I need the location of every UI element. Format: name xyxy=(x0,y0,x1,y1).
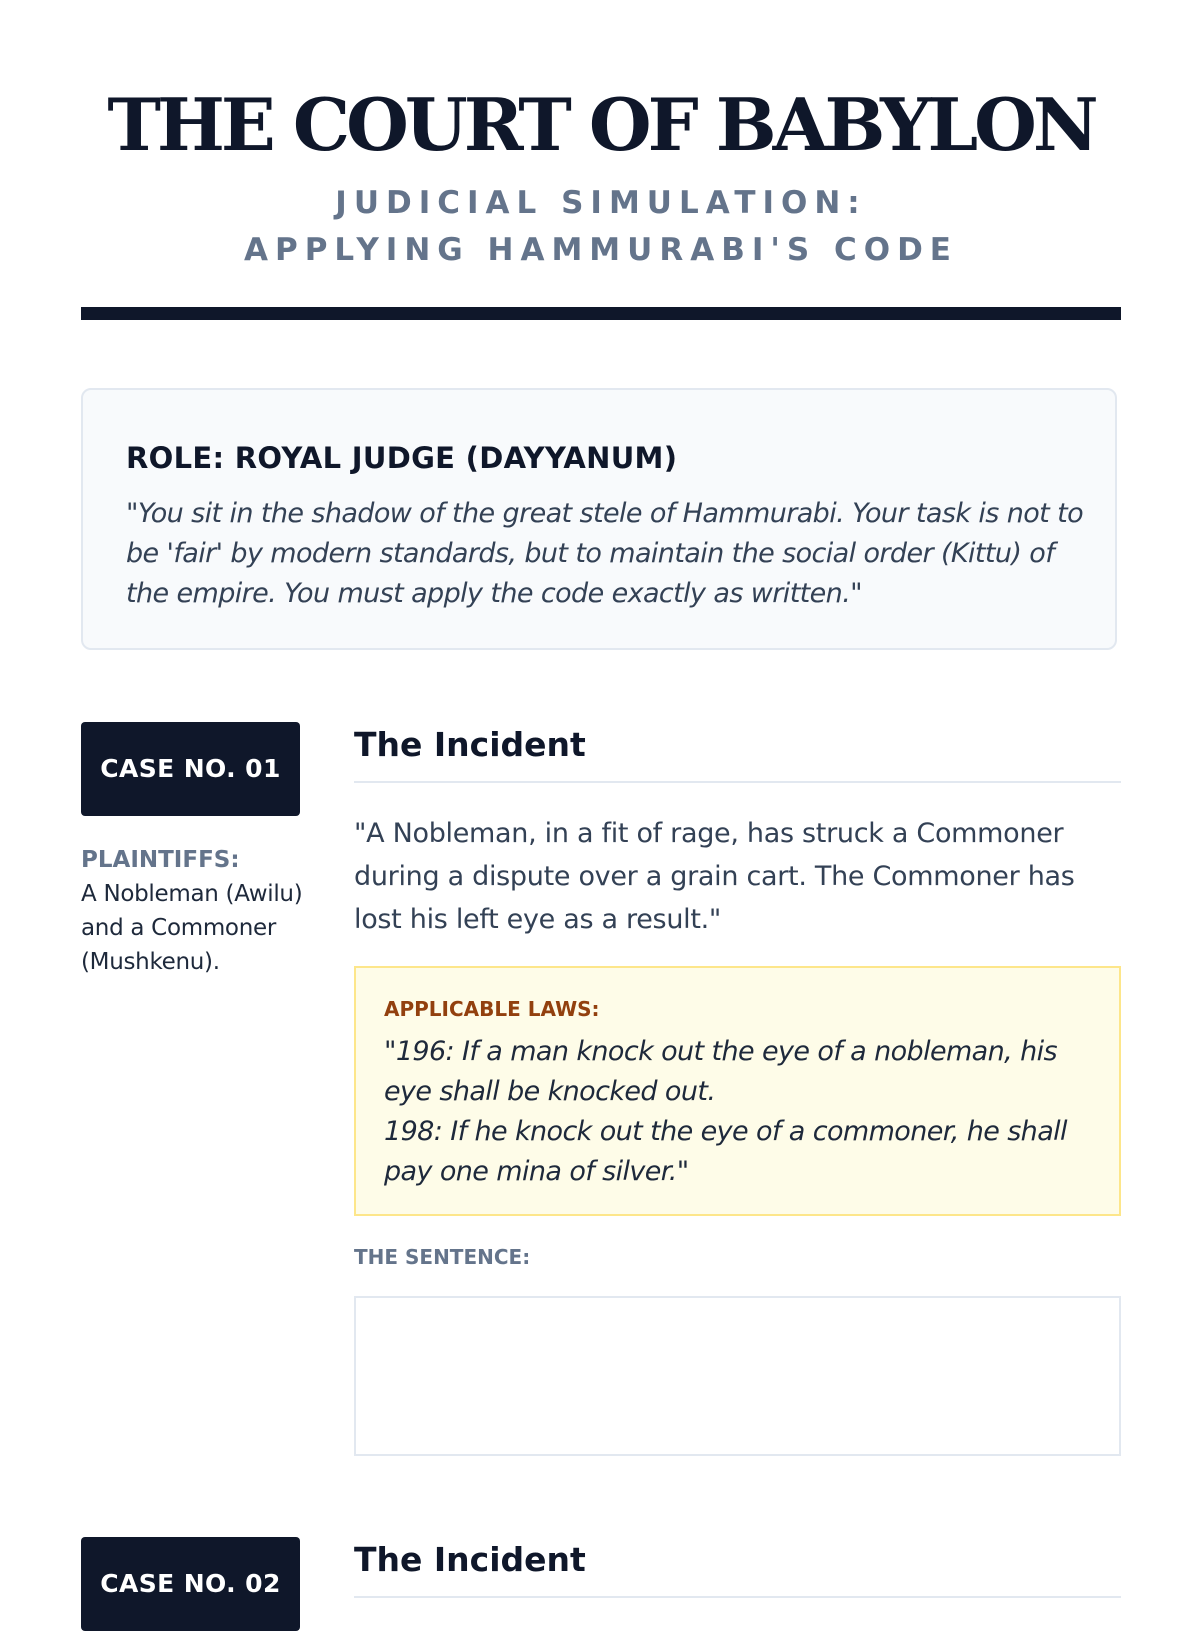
incident-text: "A Nobleman, in a fit of rage, has struck a Commoner during a dispute over a grain cart. The Commoner has lost his left eye as a result." xyxy=(354,818,1075,935)
incident-divider xyxy=(354,781,1121,783)
plaintiffs-label: PLAINTIFFS: xyxy=(81,847,240,873)
incident-title: The Incident xyxy=(354,1540,586,1579)
applicable-laws-box xyxy=(354,966,1121,1216)
plaintiffs-text: A Nobleman (Awilu) and a Commoner (Mushkenu). xyxy=(81,881,303,975)
sentence-input[interactable] xyxy=(354,1296,1121,1456)
case-badge: CASE NO. 01 xyxy=(81,722,300,816)
role-card xyxy=(81,388,1117,650)
page xyxy=(81,0,1121,1598)
role-quote: "You sit in the shadow of the great stele of Hammurabi. Your task is not to be 'fair' by modern standards, but to maintain the social order (Kittu) of the empire. You must apply the code exactly as written." xyxy=(126,498,1083,609)
page-title: THE COURT OF BABYLON xyxy=(107,82,1095,167)
role-title: ROLE: ROYAL JUDGE (DAYYANUM) xyxy=(126,441,678,475)
sentence-label: THE SENTENCE: xyxy=(354,1245,531,1269)
header-divider xyxy=(81,307,1121,320)
incident-divider xyxy=(354,1596,1121,1598)
law-196: "196: If a man knock out the eye of a nobleman, his eye shall be knocked out. xyxy=(384,1036,1057,1107)
incident-title: The Incident xyxy=(354,725,586,764)
page-subtitle: JUDICIAL SIMULATION: APPLYING HAMMURABI'S CODE xyxy=(244,185,958,268)
applicable-laws-text xyxy=(384,1032,1099,1192)
law-198: 198: If he knock out the eye of a commoner, he shall pay one mina of silver." xyxy=(384,1116,1067,1187)
case-badge: CASE NO. 02 xyxy=(81,1537,300,1631)
page-header xyxy=(81,0,1121,274)
applicable-laws-label: APPLICABLE LAWS: xyxy=(384,997,600,1021)
